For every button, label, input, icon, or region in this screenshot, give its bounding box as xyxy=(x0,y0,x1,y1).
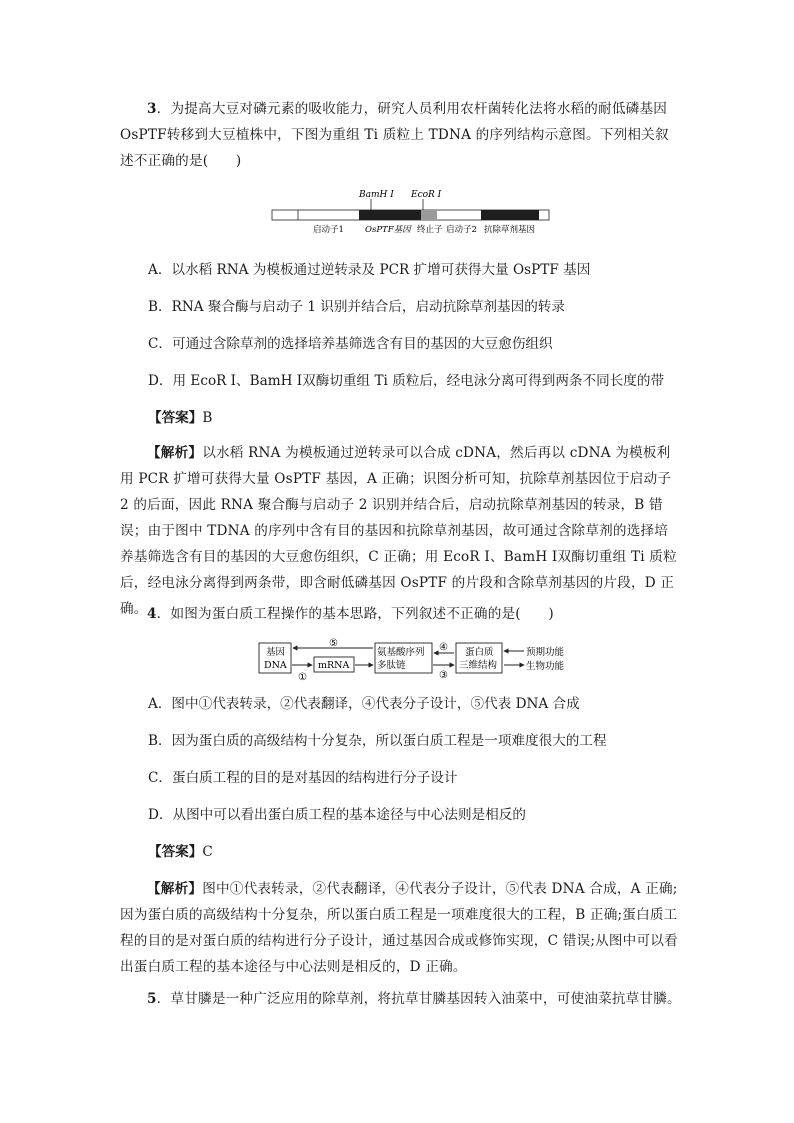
ospft-gene-segment xyxy=(359,210,421,220)
step-5-label: ⑤ xyxy=(329,638,338,649)
q4-option-c: C．蛋白质工程的目的是对基因的结构进行分子设计 xyxy=(148,770,458,786)
q4-option-d: D．从图中可以看出蛋白质工程的基本途径与中心法则是相反的 xyxy=(148,807,526,823)
protein-engineering-diagram xyxy=(256,636,576,682)
q3-option-d: D．用 EcoR Ⅰ、BamH Ⅰ双酶切重组 Ti 质粒后，经电泳分离可得到两条不同长度的带 xyxy=(148,373,665,389)
question-4-stem xyxy=(120,601,680,627)
polypeptide-label: 多肽链 xyxy=(377,660,406,671)
protein-label: 蛋白质 xyxy=(465,647,494,658)
q3-answer xyxy=(148,408,212,428)
terminator-segment xyxy=(421,210,437,220)
q4-answer xyxy=(148,842,213,862)
promoter2-label: 启动子2 xyxy=(446,225,477,235)
ospft-gene-label: OsPTF基因 xyxy=(365,225,411,235)
terminator-label: 终止子 xyxy=(417,225,443,235)
resistance-gene-segment xyxy=(481,210,539,220)
amino-acid-label: 氨基酸序列 xyxy=(377,647,425,658)
q3-analysis-text: 以水稻 RNA 为模板通过逆转录可以合成 cDNA，然后再以 cDNA 为模板利用 PCR 扩增可获得大量 OsPTF 基因，A 正确；识图分析可知，抗除草剂基因位于启动子 2 的后面，因此 RNA 聚合酶与启动子 2 识别并结合后，启动抗除草剂基因的转录，B 错误；由于图中 TDNA 的序列中含有目的基因和抗除草剂基因，故可通过含除草剂的选择培养基筛选含有目的基因的大豆愈伤组织，C 正确；用 EcoR Ⅰ、BamH Ⅰ双酶切重组 Ti 质粒后，经电泳分离得到两条带，即含耐低磷基因 OsPTF 的片段和含除草剂基因的片段，D 正确。 xyxy=(120,445,677,617)
step-1-label: ① xyxy=(298,672,307,682)
q4-analysis-text: 图中①代表转录，②代表翻译，④代表分子设计，⑤代表 DNA 合成，A 正确;因为蛋白质的高级结构十分复杂，所以蛋白质工程是一项难度很大的工程，B 正确;蛋白质工程的目的是对蛋白质的结构进行分子设计，通过基因合成或修饰实现，C 错误;从图中可以看出蛋白质工程的基本途径与中心法则是相反的，D 正确。 xyxy=(120,881,678,975)
promoter1-label: 启动子1 xyxy=(313,225,344,235)
q3-option-b: B．RNA 聚合酶与启动子 1 识别并结合后，启动抗除草剂基因的转录 xyxy=(148,299,565,315)
ecori-site-label: EcoR Ⅰ xyxy=(411,190,442,200)
question-4-text: ．如图为蛋白质工程操作的基本思路，下列叙述不正确的是( ) xyxy=(156,606,554,622)
q4-option-a: A．图中①代表转录，②代表翻译，④代表分子设计，⑤代表 DNA 合成 xyxy=(148,696,580,712)
q3-analysis-tag: 【解析】 xyxy=(147,445,203,461)
question-5-stem xyxy=(120,986,692,1012)
bio-function-label: 生物功能 xyxy=(526,661,565,672)
q4-option-b: B．因为蛋白质的高级结构十分复杂，所以蛋白质工程是一项难度很大的工程 xyxy=(148,733,607,749)
step-4-label: ④ xyxy=(439,642,448,653)
question-4-number: 4 xyxy=(147,606,157,622)
question-3-text: ．为提高大豆对磷元素的吸收能力，研究人员利用农杆菌转化法将水稻的耐低磷基因OsPTF转移到大豆植株中，下图为重组 Ti 质粒上 TDNA 的序列结构示意图。下列相关叙述不正确的是( ) xyxy=(120,101,669,169)
step-3-label: ③ xyxy=(439,670,448,681)
question-5-text: ．草甘膦是一种广泛应用的除草剂，将抗草甘膦基因转入油菜中，可使油菜抗草甘膦。 xyxy=(156,991,681,1007)
q4-answer-value: C xyxy=(202,844,213,860)
mrna-label: mRNA xyxy=(318,660,350,671)
expected-function-label: 预期功能 xyxy=(526,647,565,658)
q3-answer-value: B xyxy=(202,410,213,426)
q3-analysis xyxy=(120,440,680,622)
structure-label: 三维结构 xyxy=(459,660,498,671)
q3-answer-tag: 【答案】 xyxy=(148,410,203,426)
question-3-number: 3 xyxy=(147,101,157,117)
gene-label: 基因 xyxy=(266,647,286,658)
question-3-stem xyxy=(120,96,680,174)
q4-answer-tag: 【答案】 xyxy=(148,844,203,860)
tdna-structure-diagram xyxy=(271,187,551,237)
q3-option-a: A．以水稻 RNA 为模板通过逆转录及 PCR 扩增可获得大量 OsPTF 基因 xyxy=(148,262,591,278)
question-5-number: 5 xyxy=(147,991,157,1007)
q3-option-c: C．可通过含除草剂的选择培养基筛选含有目的基因的大豆愈伤组织 xyxy=(148,336,553,352)
q4-analysis-tag: 【解析】 xyxy=(147,881,203,897)
dna-label: DNA xyxy=(264,660,287,671)
q4-analysis xyxy=(120,876,680,980)
resistance-gene-label: 抗除草剂基因 xyxy=(484,225,536,235)
bamhi-site-label: BamH Ⅰ xyxy=(359,190,394,200)
